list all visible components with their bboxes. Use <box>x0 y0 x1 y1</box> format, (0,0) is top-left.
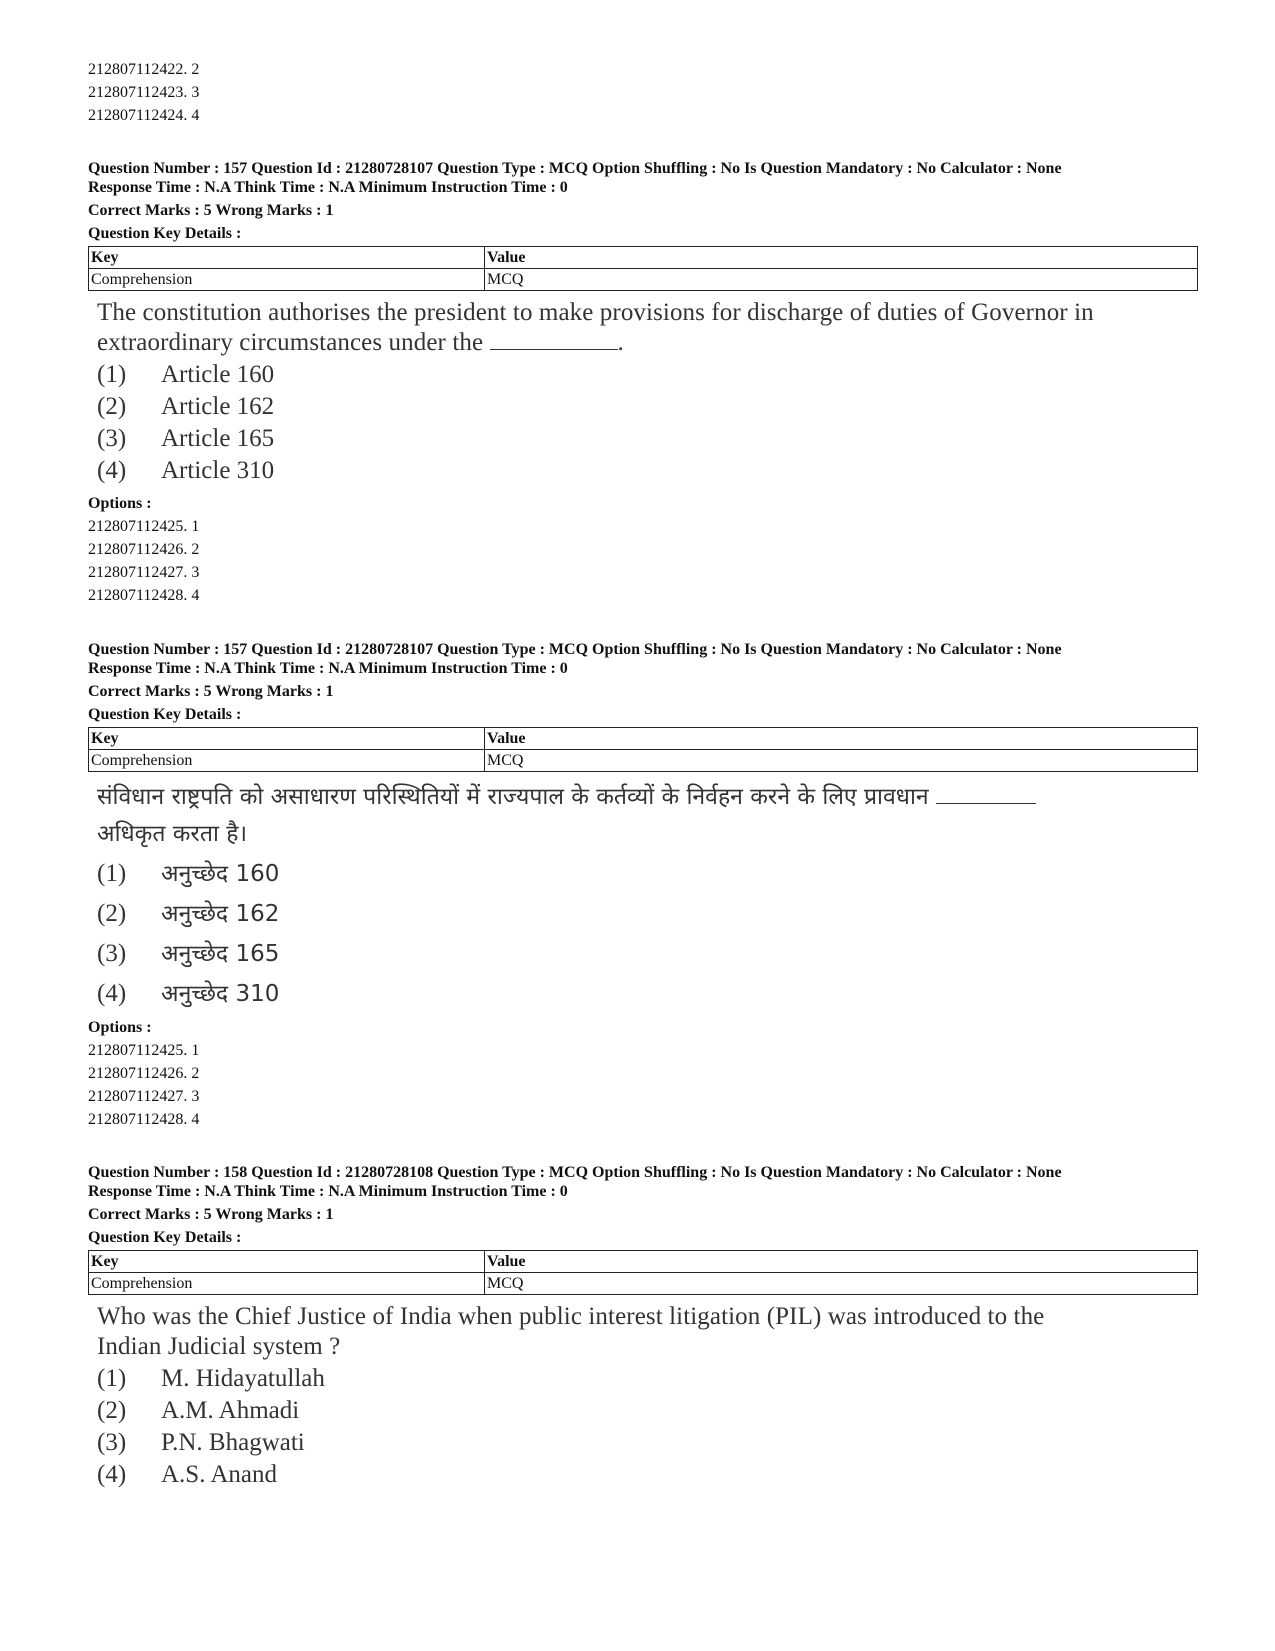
question-text-line: The constitution authorises the president to make provisions for discharge of duties of Governor in <box>97 299 1094 326</box>
question-meta-line: Question Number : 157 Question Id : 21280728107 Question Type : MCQ Option Shuffling : No Is Question Mandatory : No Calculator : None <box>88 160 1062 177</box>
table-cell-key: Comprehension <box>89 269 485 291</box>
option-line: 212807112426. 2 <box>88 1065 200 1082</box>
marks-line: Correct Marks : 5 Wrong Marks : 1 <box>88 202 334 219</box>
question-key-table <box>88 1250 1198 1295</box>
table-cell-value: MCQ <box>485 750 1198 772</box>
choice-text: अनुच्छेद 310 <box>161 981 280 1007</box>
table-cell-key: Comprehension <box>89 750 485 772</box>
table-header-key: Key <box>89 728 485 750</box>
choice-text: Article 310 <box>161 457 275 484</box>
question-meta-line: Question Number : 158 Question Id : 21280728108 Question Type : MCQ Option Shuffling : No Is Question Mandatory : No Calculator : None <box>88 1164 1062 1181</box>
answer-blank <box>936 783 1036 804</box>
choice-text: अनुच्छेद 160 <box>161 861 280 887</box>
question-text-fragment: . <box>617 329 624 356</box>
option-line: 212807112426. 2 <box>88 541 200 558</box>
table-header-key: Key <box>89 247 485 269</box>
choice-text: अनुच्छेद 162 <box>161 901 280 927</box>
question-text-line <box>97 328 1207 358</box>
choice-text: Article 165 <box>161 425 275 452</box>
choice-item <box>97 456 274 486</box>
choice-number: (1) <box>97 860 127 887</box>
choice-number: (2) <box>97 1397 127 1424</box>
choice-number: (2) <box>97 393 127 420</box>
question-key-table <box>88 246 1198 291</box>
key-details-label: Question Key Details : <box>88 1229 242 1246</box>
option-line: 212807112425. 1 <box>88 518 200 535</box>
question-text-line: Who was the Chief Justice of India when public interest litigation (PIL) was introduced to the <box>97 1303 1045 1330</box>
question-text-line: अधिकृत करता है। <box>97 821 248 847</box>
question-text-fragment: extraordinary circumstances under the <box>97 329 484 356</box>
choice-item <box>97 1364 325 1394</box>
question-text-fragment: संविधान राष्ट्रपति को असाधारण परिस्थितियों में राज्यपाल के कर्तव्यों के निर्वहन करने के लिए प्रावधान <box>97 784 929 810</box>
table-cell-key: Comprehension <box>89 1273 485 1295</box>
options-label: Options : <box>88 495 152 512</box>
choice-text: P.N. Bhagwati <box>161 1429 305 1456</box>
option-line: 212807112422. 2 <box>88 61 200 78</box>
question-meta-line: Response Time : N.A Think Time : N.A Minimum Instruction Time : 0 <box>88 179 568 196</box>
question-text <box>97 1302 1207 1362</box>
option-line: 212807112428. 4 <box>88 1111 200 1128</box>
choice-item <box>97 859 279 889</box>
option-line: 212807112424. 4 <box>88 107 200 124</box>
choice-text: अनुच्छेद 165 <box>161 941 280 967</box>
choice-text: Article 160 <box>161 361 275 388</box>
question-text <box>97 779 1207 853</box>
choice-number: (3) <box>97 1429 127 1456</box>
choice-number: (4) <box>97 980 127 1007</box>
options-label: Options : <box>88 1019 152 1036</box>
choice-item <box>97 979 279 1009</box>
table-header-key: Key <box>89 1251 485 1273</box>
choice-number: (1) <box>97 361 127 388</box>
choice-number: (4) <box>97 1461 127 1488</box>
option-line: 212807112423. 3 <box>88 84 200 101</box>
question-meta-line: Response Time : N.A Think Time : N.A Minimum Instruction Time : 0 <box>88 660 568 677</box>
option-line: 212807112427. 3 <box>88 1088 200 1105</box>
choice-number: (3) <box>97 425 127 452</box>
key-details-label: Question Key Details : <box>88 225 242 242</box>
answer-blank <box>490 329 618 350</box>
question-meta-line: Question Number : 157 Question Id : 21280728107 Question Type : MCQ Option Shuffling : No Is Question Mandatory : No Calculator : None <box>88 641 1062 658</box>
choice-item <box>97 1428 305 1458</box>
option-line: 212807112427. 3 <box>88 564 200 581</box>
table-cell-value: MCQ <box>485 1273 1198 1295</box>
choice-text: A.S. Anand <box>161 1461 277 1488</box>
table-header-value: Value <box>485 1251 1198 1273</box>
choice-number: (1) <box>97 1365 127 1392</box>
table-cell-value: MCQ <box>485 269 1198 291</box>
choice-text: Article 162 <box>161 393 275 420</box>
choice-item <box>97 1460 277 1490</box>
marks-line: Correct Marks : 5 Wrong Marks : 1 <box>88 1206 334 1223</box>
question-text <box>97 298 1207 358</box>
choice-number: (2) <box>97 900 127 927</box>
option-line: 212807112425. 1 <box>88 1042 200 1059</box>
option-line: 212807112428. 4 <box>88 587 200 604</box>
choice-text: A.M. Ahmadi <box>161 1397 300 1424</box>
choice-item <box>97 899 279 929</box>
question-key-table <box>88 727 1198 772</box>
choice-item <box>97 1396 299 1426</box>
choice-item <box>97 424 274 454</box>
table-header-value: Value <box>485 728 1198 750</box>
question-text-line: Indian Judicial system ? <box>97 1333 341 1360</box>
choice-number: (3) <box>97 940 127 967</box>
question-meta-line: Response Time : N.A Think Time : N.A Minimum Instruction Time : 0 <box>88 1183 568 1200</box>
choice-text: M. Hidayatullah <box>161 1365 325 1392</box>
choice-item <box>97 360 274 390</box>
choice-number: (4) <box>97 457 127 484</box>
question-text-line <box>97 779 1207 816</box>
choice-item <box>97 392 274 422</box>
choice-item <box>97 939 279 969</box>
key-details-label: Question Key Details : <box>88 706 242 723</box>
table-header-value: Value <box>485 247 1198 269</box>
marks-line: Correct Marks : 5 Wrong Marks : 1 <box>88 683 334 700</box>
